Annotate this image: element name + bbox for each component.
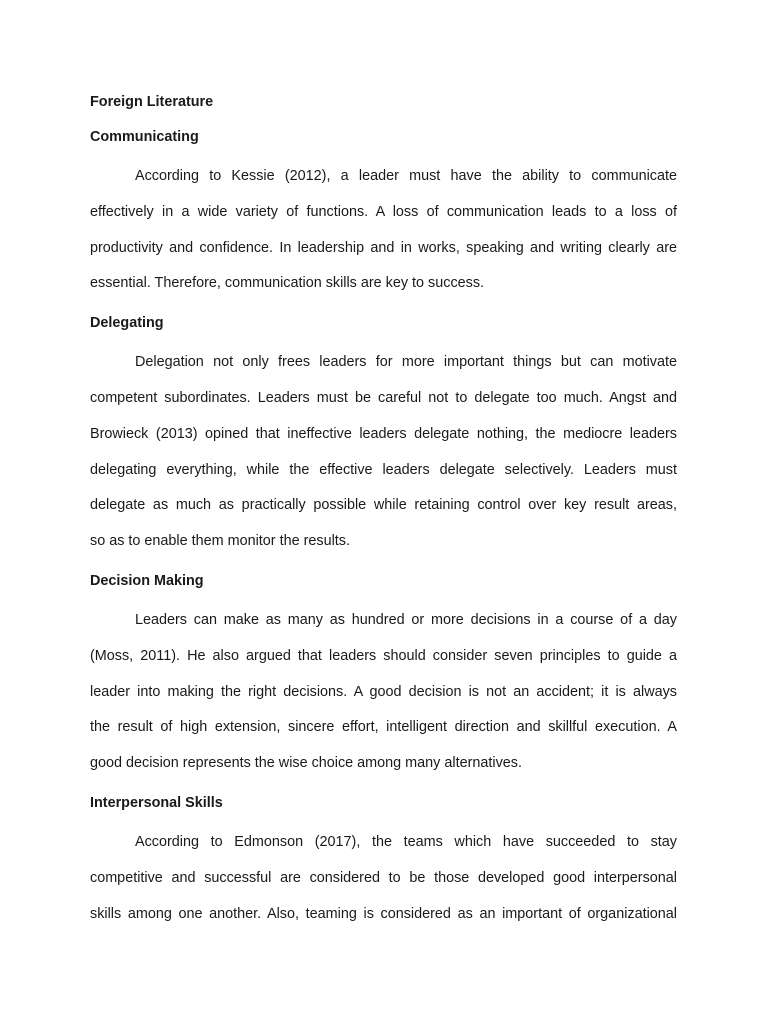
heading-communicating: Communicating <box>90 129 199 145</box>
document-page <box>90 89 677 940</box>
paragraph-line: According to Edmonson (2017), the teams which have succeeded to stay <box>135 833 677 850</box>
paragraph-line: competent subordinates. Leaders must be careful not to delegate too much. Angst and <box>90 389 677 406</box>
paragraph-line: so as to enable them monitor the results. <box>90 533 350 550</box>
title-foreign-literature: Foreign Literature <box>90 94 214 110</box>
paragraph-line: skills among one another. Also, teaming is considered as an important of organizational <box>90 905 677 922</box>
paragraph-line: the result of high extension, sincere effort, intelligent direction and skillful execution. A <box>90 719 677 736</box>
paragraph-communicating <box>90 159 677 302</box>
paragraph-line: Leaders can make as many as hundred or more decisions in a course of a day <box>135 611 677 628</box>
paragraph-line: essential. Therefore, communication skills are key to success. <box>90 275 485 292</box>
paragraph-line: Delegation not only frees leaders for more important things but can motivate <box>135 354 677 371</box>
paragraph-line: effectively in a wide variety of functions. A loss of communication leads to a loss of <box>90 203 677 220</box>
heading-delegating: Delegating <box>90 315 164 332</box>
paragraph-line: good decision represents the wise choice among many alternatives. <box>90 755 522 772</box>
paragraph-line: leader into making the right decisions. A good decision is not an accident; it is always <box>90 683 677 700</box>
paragraph-line: competitive and successful are considered to be those developed good interpersonal <box>90 869 677 886</box>
heading-interpersonal-skills: Interpersonal Skills <box>90 794 223 811</box>
paragraph-line: delegating everything, while the effective leaders delegate selectively. Leaders must <box>90 461 677 478</box>
paragraph-delegating <box>90 345 677 560</box>
paragraph-decision-making <box>90 603 677 782</box>
paragraph-interpersonal-skills <box>90 825 677 932</box>
paragraph-line: According to Kessie (2012), a leader must have the ability to communicate <box>135 168 677 184</box>
heading-decision-making: Decision Making <box>90 572 204 589</box>
paragraph-line: productivity and confidence. In leadership and in works, speaking and writing clearly are <box>90 239 677 256</box>
paragraph-line: delegate as much as practically possible while retaining control over key result areas, <box>90 497 677 514</box>
paragraph-line: Browieck (2013) opined that ineffective leaders delegate nothing, the mediocre leaders <box>90 425 677 442</box>
paragraph-line: (Moss, 2011). He also argued that leaders should consider seven principles to guide a <box>90 647 677 664</box>
